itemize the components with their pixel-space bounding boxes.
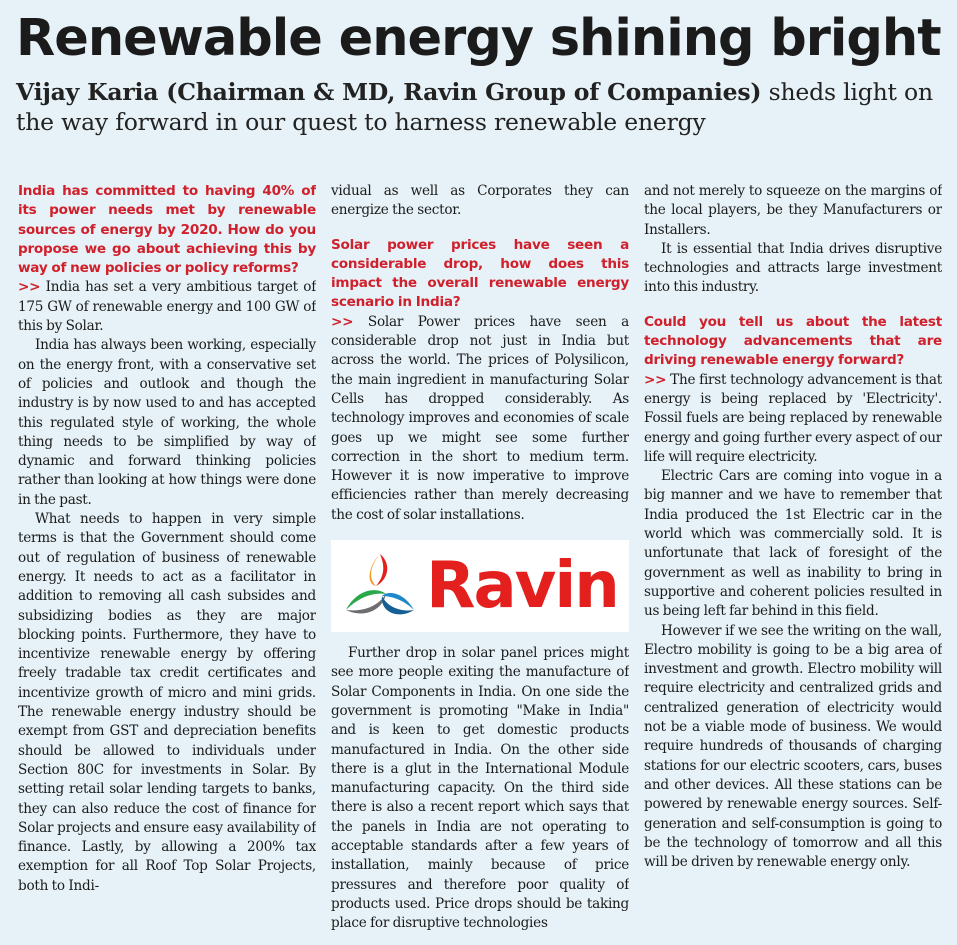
paragraph: India has always been working, especially on the energy front, with a conservative set of policies and outlook and though the industry is by now used to and has accepted this regulated style of working, the whole thing needs to be simplified by way of dynamic and forward thinking policies rather than looking at how things were done in the past. bbox=[18, 337, 316, 508]
answer-1-text: India has set a very ambitious target of 175 GW of renewable energy and 100 GW of this by Solar. bbox=[18, 279, 316, 335]
paragraph: Further drop in solar panel prices might see more people exiting the manufacture of Solar Components in India. On one side the government is promoting "Make in India" and is keen to get domestic products manufactured in India. On the other side there is a glut in the International Module manufacturing capacity. On the third side there is also a recent report which says that the panels in India are not operating to acceptable standards after a few years of installation, mainly because of price pressures and therefore poor quality of products used. Price drops should be taking place for disruptive technologies bbox=[331, 645, 629, 932]
deck bbox=[16, 77, 941, 137]
paragraph: It is essential that India drives disruptive technologies and attracts large investment into this industry. bbox=[644, 240, 942, 296]
paragraph: and not merely to squeeze on the margins of the local players, be they Manufacturers or Installers. bbox=[644, 183, 942, 238]
answer-marker: >> bbox=[18, 279, 41, 296]
ravin-logo bbox=[331, 540, 629, 632]
ravin-swirl-icon bbox=[342, 550, 418, 622]
column-1 bbox=[18, 182, 316, 940]
headline: Renewable energy shining bright bbox=[16, 9, 941, 68]
paragraph: What needs to happen in very simple terms is that the Government should come out of regulation of business of renewable energy. It needs to act as a facilitator in addition to removing all cash subsides and subsidizing bodies as they are major blocking points. Furthermore, they have to incentivize renewable energy by offering freely tradable tax credit certificates and incentivize growth of micro and mini grids. The renewable energy industry should be exempt from GST and depreciation benefits should be allowed to individuals under Section 80C for investments in Solar. By setting retail solar lending targets to banks, they can also reduce the cost of finance for Solar projects and ensure easy availability of finance. Lastly, by allowing a 200% tax exemption for all Roof Top Solar Projects, both to Indi- bbox=[18, 511, 316, 894]
answer-2-text: Solar Power prices have seen a considerable drop not just in India but across the world. The prices of Polysilicon, the main ingredient in manufacturing Solar Cells has dropped considerably. As technology improves and economies of scale goes up we might see some further correction in the short to medium term. However it is now imperative to improve efficiencies rather than merely decreasing the cost of solar installations. bbox=[331, 313, 629, 523]
paragraph: vidual as well as Corporates they can energize the sector. bbox=[331, 183, 629, 219]
answer-3-text: The first technology advancement is that energy is being replaced by 'Electricity'. Fossil fuels are being replaced by renewable energy and going further every aspect of our life will require electricity. bbox=[644, 371, 942, 465]
answer-1 bbox=[18, 278, 316, 336]
column-2 bbox=[331, 182, 629, 940]
paragraph: Electric Cars are coming into vogue in a big manner and we have to remember that India produced the 1st Electric car in the world which was commercially sold. It is unfortunate that lack of foresight of the government as well as inability to bring in supportive and coherent policies resulted in us being left far behind in this field. bbox=[644, 468, 942, 620]
question-1: India has committed to having 40% of its power needs met by renewable sources of energy by 2020. How do you propose we go about achieving this by way of new policies or policy reforms? bbox=[18, 183, 316, 277]
answer-marker: >> bbox=[644, 371, 667, 388]
answer-marker: >> bbox=[331, 313, 354, 330]
newspaper-page bbox=[0, 10, 957, 945]
deck-byline: Vijay Karia (Chairman & MD, Ravin Group of Companies) bbox=[16, 78, 762, 106]
answer-3 bbox=[644, 371, 942, 467]
question-3: Could you tell us about the latest technology advancements that are driving renewable energy forward? bbox=[644, 313, 942, 369]
question-2: Solar power prices have seen a considerable drop, how does this impact the overall renewable energy scenario in India? bbox=[331, 236, 629, 311]
answer-2 bbox=[331, 313, 629, 525]
paragraph: However if we see the writing on the wall, Electro mobility is going to be a big area of investment and growth. Electro mobility will require electricity and centralized grids and centralized generation of electricity would not be a viable mode of business. We would require hundreds of thousands of charging stations for our electric scooters, cars, buses and other devices. All these stations can be powered by renewable energy sources. Self-generation and self-consumption is going to be the technology of tomorrow and all this will be driven by renewable energy only. bbox=[644, 622, 942, 871]
column-3 bbox=[644, 182, 942, 940]
ravin-wordmark: Ravin bbox=[426, 549, 618, 624]
deck-text: sheds light on the way forward in our quest to harness renewable energy bbox=[16, 78, 933, 136]
article-columns bbox=[18, 182, 942, 940]
